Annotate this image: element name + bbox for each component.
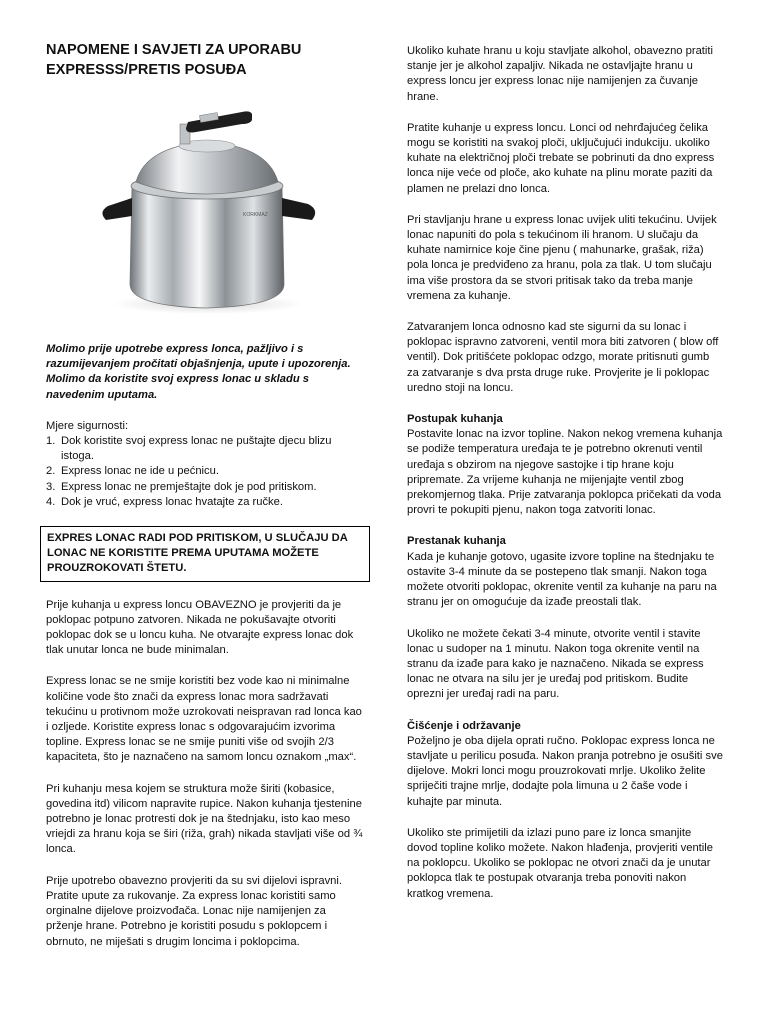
paragraph: Ukoliko ste primijetili da izlazi puno pare iz lonca smanjite dovod topline koliko možete. Nakon hlađenja, provjeriti ventile na poklopcu. Ukoliko se poklopac ne otvori znači da je unutar poklopca tlak te postupak otvaranja treba ponoviti nakon kratkog vremena.: [407, 826, 713, 900]
section-heading: Čišćenje i održavanje: [407, 719, 521, 732]
section-text: Postavite lonac na izvor topline. Nakon nekog vremena kuhanja se podiže temperatura uređaja te je potrebno okrenuti ventil uređaja s obzirom na njegove sastojke i tip hrane koju pripremate. Za vrijeme kuhanja ne mijenjajte ventil zbog prekomjernog tlaka. Prije zatvaranja poklopca pričekati da voda provri te pokupiti pjenu, nakon toga zatvoriti lonac.: [407, 428, 723, 517]
section-cleaning: [407, 719, 723, 810]
warning-box: EXPRES LONAC RADI POD PRITISKOM, U SLUČAJU DA LONAC NE KORISTITE PREMA UPUTAMA MOŽETE PROUZROKOVATI ŠTETU.: [40, 526, 370, 582]
paragraph: Zatvaranjem lonca odnosno kad ste sigurni da su lonac i poklopac ispravno zatvoreni, ventil mora biti zatvoren ( blow off ventil). Dok pritišćete poklopac odzgo, morate pritisnuti gumb za zatvaranje s dva prsta druge ruke. Provjerite je li poklopac uredno stoji na loncu.: [407, 321, 719, 394]
list-item: 2. Express lonac ne ide u pećnicu.: [46, 465, 219, 478]
section-heading: Postupak kuhanja: [407, 413, 503, 426]
paragraph: Ukoliko kuhate hranu u koju stavljate alkohol, obavezno pratiti stanje jer je alkohol zapaljiv. Nikada ne ostavljajte hranu u express loncu jer express lonac nije namijenjen za čuvanje hrane.: [407, 45, 713, 103]
paragraph: Ukoliko ne možete čekati 3-4 minute, otvorite ventil i stavite lonac u sudoper na 1 minutu. Nakon toga okrenite ventil na stranu da izađe para kako je naznačeno. Nikada se express lonac ne otvara na silu jer je uređaj pod pritiskom. Budite oprezni jer uređaj radi na paru.: [407, 627, 704, 701]
pressure-cooker-image: [46, 94, 364, 326]
left-column: [46, 40, 364, 966]
paragraph: Prije kuhanja u express loncu OBAVEZNO je provjeriti da je poklopac potpuno zatvoren. Nikada ne pokušavajte otvoriti poklopac dok se u loncu kuha. Ne otvarajte express lonac dok tlak unutar lonca ne bude minimalan.: [46, 598, 354, 657]
paragraph: Prije upotrebo obavezno provjeriti da su svi dijelovi ispravni. Pratite upute za rukovanje. Za express lonac koristiti samo orginalne dijelove proizvođača. Lonac nije namijenjen za prženje hrane. Potrebno je koristiti posudu s poklopcem i obrnuto, ne miješati s drugim loncima i poklopcima.: [46, 874, 342, 948]
section-text: Poželjno je oba dijela oprati ručno. Poklopac express lonca ne stavljate u perilicu posuđa. Nakon pranja potrebno je osušiti sve dijelove. Mokri lonci mogu prouzrokovati mrlje. Ukoliko želite spriječiti trajne mrlje, dodajte pola limuna u 2 čaše vode i kuhajte par minuta.: [407, 734, 723, 808]
safety-list: [46, 434, 364, 510]
section-heading: Prestanak kuhanja: [407, 535, 506, 548]
paragraph: Express lonac se ne smije koristiti bez vode kao ni minimalne količine vode što znači da express lonac mora sadržavati tekućinu u protivnom može uzrokovati neispravan rad lonca kao i ozljede. Koristite express lonac s odgovarajućim izvorima topline. Express lonac se ne smije puniti više od svojih 2/3 kapaciteta, što je naznačeno na samom loncu oznakom „max“.: [46, 675, 362, 764]
list-item: 3. Express lonac ne premještajte dok je pod pritiskom.: [46, 480, 317, 493]
section-cooking: [407, 412, 723, 518]
list-item: 4. Dok je vruć, express lonac hvatajte za ručke.: [46, 495, 283, 508]
brand-mark: KORKMAZ: [243, 212, 268, 218]
section-text: Kada je kuhanje gotovo, ugasite izvore topline na štednjaku te ostavite 3-4 minute da se postepeno tlak smanji. Nakon toga možete otvoriti poklopac, okrenite ventil za kuhanje na paru na stranu jer on omogućuje da izađe preostali tlak.: [407, 550, 717, 609]
paragraph: Pratite kuhanje u express loncu. Lonci od nehrđajućeg čelika mogu se koristiti na svakoj ploči, uključujući indukciju. ukoliko kuhate na električnoj ploči trebate se pobrinuti da dno express lonca nije veće od ploče, ako kuhate na plinu morate paziti da plamen ne prelazi dno lonca.: [407, 121, 715, 195]
paragraph: Pri stavljanju hrane u express lonac uvijek uliti tekućinu. Uvijek lonac napuniti do pola s tekućinom ili hranom. U slučaju da kuhate namirnice koje čine pjenu ( mahunarke, grašak, riža) pola lonca je predviđeno za hranu, pola za tlak. U tom slučaju ima više prostora da se stvori pritisak tako da treba manje vremena za kuhanje.: [407, 213, 717, 302]
list-item: 1. Dok koristite svoj express lonac ne puštajte djecu blizu istoga.: [46, 435, 332, 463]
paragraph: Pri kuhanju mesa kojem se struktura može širiti (kobasice, govedina itd) vilicom napravite rupice. Nakon kuhanja tjestenine potrebno je lonac protresti dok je na štednjaku, isto kao meso vriejdi za hranu koja se širi (riža, grah) nikada stavljati više od ¾ lonca.: [46, 782, 363, 856]
document-title: NAPOMENE I SAVJETI ZA UPORABU EXPRESSS/PRETIS POSUĐA: [46, 42, 302, 78]
safety-heading: Mjere sigurnosti:: [46, 419, 129, 432]
section-stopping: [407, 534, 723, 610]
right-column: [407, 44, 723, 918]
intro-text: Molimo prije upotrebe express lonca, pažljivo i s razumijevanjem pročitati objašnjenja, upute i upozorenja. Molimo da koristite svoj express lonac u skladu s navedenim uputama.: [46, 343, 351, 401]
